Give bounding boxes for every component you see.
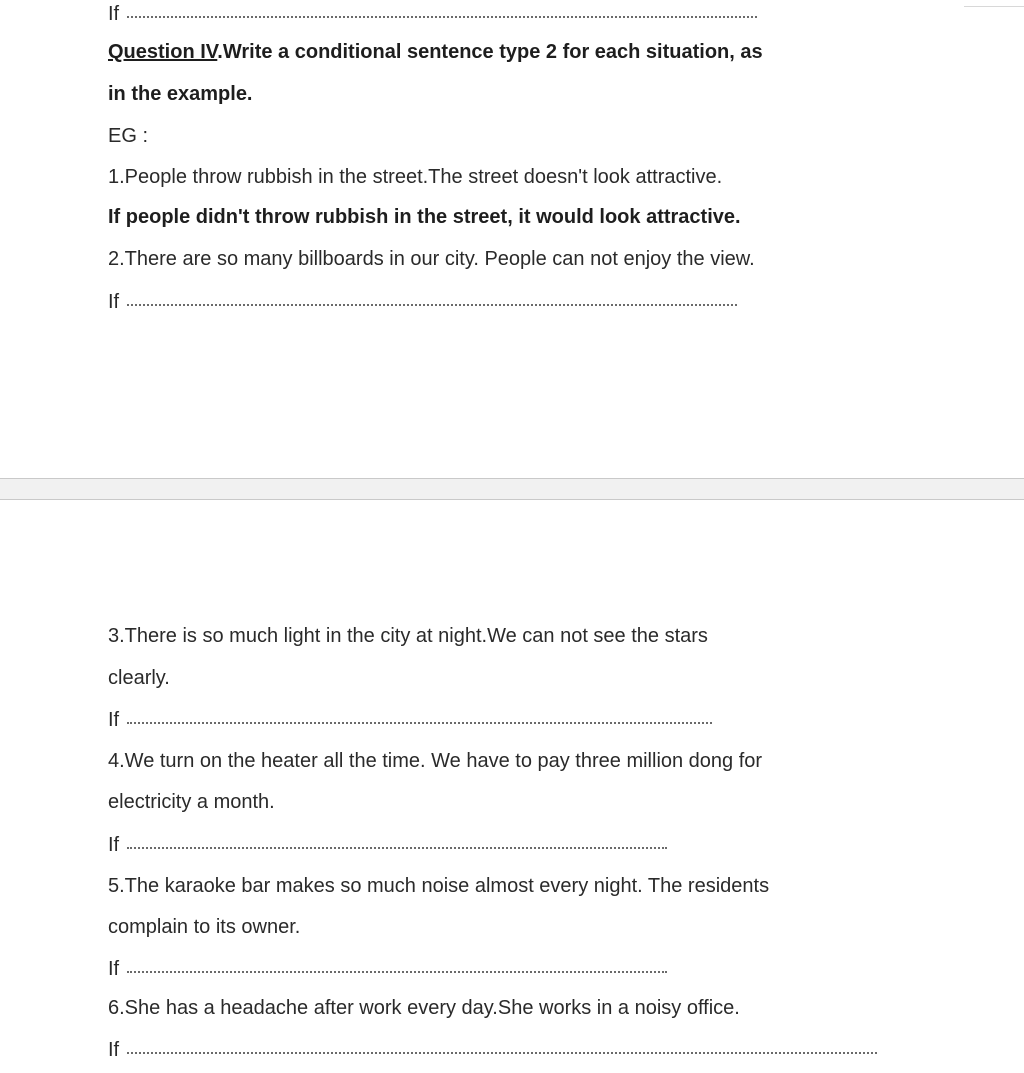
item-4-answer-line <box>108 833 667 857</box>
answer-blank[interactable] <box>127 722 712 724</box>
answer-blank[interactable] <box>127 304 737 306</box>
example-situation: 1.People throw rubbish in the street.The street doesn't look attractive. <box>108 166 723 188</box>
answer-prefix: If <box>108 3 120 25</box>
answer-blank[interactable] <box>127 971 667 973</box>
item-4-situation: 4.We turn on the heater all the time. We have to pay three million dong for <box>108 750 763 772</box>
answer-blank[interactable] <box>127 1052 877 1054</box>
page-corner-mark <box>964 0 1024 7</box>
answer-prefix: If <box>108 1039 120 1061</box>
item-3-situation-line2: clearly. <box>108 667 170 689</box>
answer-prefix: If <box>108 709 120 731</box>
example-label: EG : <box>108 125 149 147</box>
worksheet-page-top <box>0 0 1024 478</box>
answer-prefix: If <box>108 958 120 980</box>
top-answer-line <box>108 2 757 26</box>
answer-prefix: If <box>108 834 120 856</box>
item-5-answer-line <box>108 957 667 981</box>
item-2-situation: 2.There are so many billboards in our city. People can not enjoy the view. <box>108 248 755 270</box>
question-label: Question IV <box>108 41 218 63</box>
question-instruction-line2: in the example. <box>108 83 253 105</box>
item-2-answer-line <box>108 290 737 314</box>
example-answer: If people didn't throw rubbish in the street, it would look attractive. <box>108 206 741 228</box>
question-instruction: .Write a conditional sentence type 2 for each situation, as <box>217 41 763 63</box>
page-separator <box>0 478 1024 500</box>
item-4-situation-line2: electricity a month. <box>108 791 275 813</box>
answer-blank[interactable] <box>127 847 667 849</box>
item-3-answer-line <box>108 708 712 732</box>
item-5-situation-line2: complain to its owner. <box>108 916 301 938</box>
item-3-situation: 3.There is so much light in the city at night.We can not see the stars <box>108 625 708 647</box>
question-heading <box>108 40 763 64</box>
answer-blank[interactable] <box>127 16 757 18</box>
item-6-situation: 6.She has a headache after work every day.She works in a noisy office. <box>108 997 740 1019</box>
item-5-situation: 5.The karaoke bar makes so much noise almost every night. The residents <box>108 875 770 897</box>
answer-prefix: If <box>108 291 120 313</box>
worksheet-page-bottom <box>0 500 1024 1073</box>
item-6-answer-line <box>108 1038 877 1062</box>
